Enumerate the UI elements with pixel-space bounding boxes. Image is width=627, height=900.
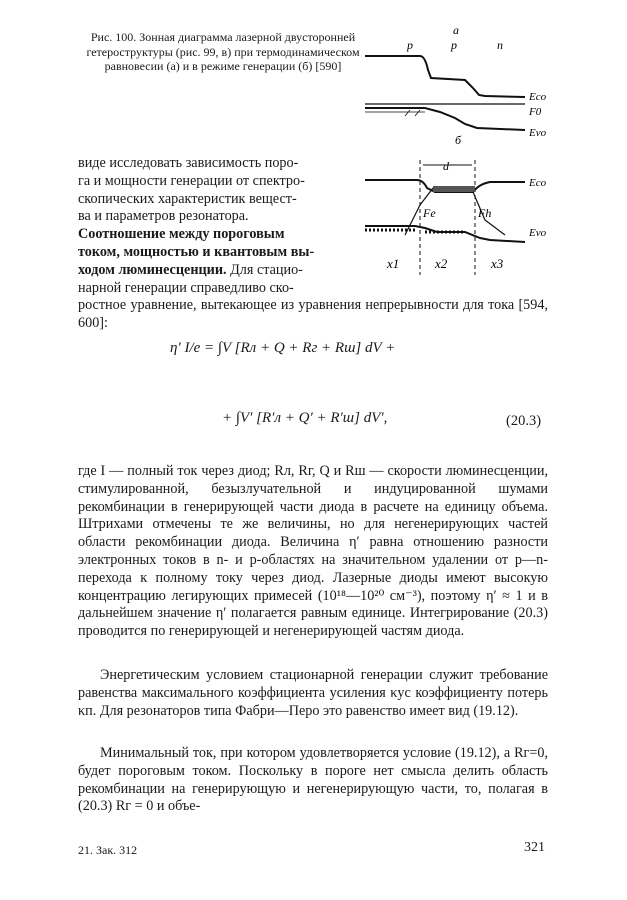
label-evo-b: Evo: [529, 227, 547, 239]
page-number: 321: [524, 840, 545, 855]
para-cont: ростное уравнение, вытекающее из уравнения непрерывности для тока [594, 600]:: [78, 297, 548, 331]
conduction-band-a: [365, 56, 525, 97]
label-n: n: [497, 38, 503, 52]
text-line: виде исследовать зависимость поро-: [78, 155, 299, 171]
paragraph-2: [78, 463, 548, 641]
formula-line-2: + ∫V′ [R′л + Q′ + R′ш] dV′,: [222, 410, 388, 426]
label-f0: F0: [529, 106, 542, 118]
band-diagram: [365, 20, 565, 290]
para4: Минимальный ток, при котором удовлетворяется условие (19.12), а Rг=0, будет пороговым током. Поскольку в пороге нет смысла делить область рекомбинации на генерирующую и негенерирующую части, то, полагая в (20.3) Rг = 0 и объе-: [78, 745, 548, 815]
label-p1: p: [407, 38, 413, 52]
valence-band-b: [365, 226, 525, 242]
label-x2: x2: [435, 256, 448, 271]
hatch-a: [365, 110, 425, 116]
footer-signature: 21. Зак. 312: [78, 843, 138, 857]
section-heading: ходом люминесценции.: [78, 261, 227, 278]
label-eco-a: Eco: [529, 91, 547, 103]
paragraph-4: [78, 745, 548, 816]
text-line: нарной генерации справедливо ско-: [78, 279, 294, 296]
label-x1: x1: [387, 256, 400, 271]
label-b: б: [455, 133, 462, 147]
hatch-b: [365, 230, 465, 232]
label-fe: Fe: [423, 206, 436, 220]
label-evo-a: Evo: [529, 127, 547, 139]
label-a: a: [453, 23, 459, 37]
label-eco-b: Eco: [529, 177, 547, 189]
text-span: Для стацио-: [226, 261, 303, 278]
figure-caption: Рис. 100. Зонная диаграмма лазерной двусторонней гетероструктуры (рис. 99, в) при термодинамическом равновесии (а) и в режиме генерации (б) [590]: [86, 30, 360, 73]
valence-band-a: [365, 108, 525, 130]
paragraph-3: [78, 667, 548, 720]
para2: где I — полный ток через диод; Rл, Rг, Q и Rш — скорости люминесценции, стимулированной, безызлучательной и индуцированной шумами рекомбинации в генерирующей части диода в расчете на единицу объема. Штрихами отмечены те же величины, но для негенерирующих частей области рекомбинации диода. Величина η′ равна отношению разности электронных токов в n- и p-областях на значительном удалении от p—n-перехода к полному току через диод. Лазерные диоды имеют высокую концентрацию легирующих примесей (10¹⁸—10²⁰ см⁻³), поэтому η′ ≈ 1 и в дальнейшем значение η′ полагается равным единице. Интегрирование (20.3) проводится по генерирующей и негенерирующей частям диода.: [78, 463, 548, 640]
text-line: [78, 262, 368, 280]
paragraph-continuation: [78, 297, 548, 333]
text-line: скопических характеристик вещест-: [78, 190, 297, 207]
label-d: d: [443, 159, 449, 173]
section-heading: Соотношение между пороговым: [78, 226, 285, 243]
para3: Энергетическим условием стационарной генерации служит требование равенства максимального коэффициента усиления κус коэффициенту потерь κп. Для резонаторов типа Фабри—Перо это равенство имеет вид (19.12).: [78, 667, 548, 719]
text-line: га и мощности генерации от спектро-: [78, 172, 305, 189]
formula-line-1: η′ I/e = ∫V [Rл + Q + Rг + Rш] dV +: [170, 340, 396, 356]
left-paragraph: [78, 155, 368, 297]
equation-number: (20.3): [506, 413, 542, 429]
label-p2: p: [451, 38, 457, 52]
text-line: ва и параметров резонатора.: [78, 208, 249, 225]
label-x3: x3: [491, 256, 504, 271]
label-fh: Fh: [478, 206, 492, 220]
section-heading: током, мощностью и квантовым вы-: [78, 243, 315, 260]
